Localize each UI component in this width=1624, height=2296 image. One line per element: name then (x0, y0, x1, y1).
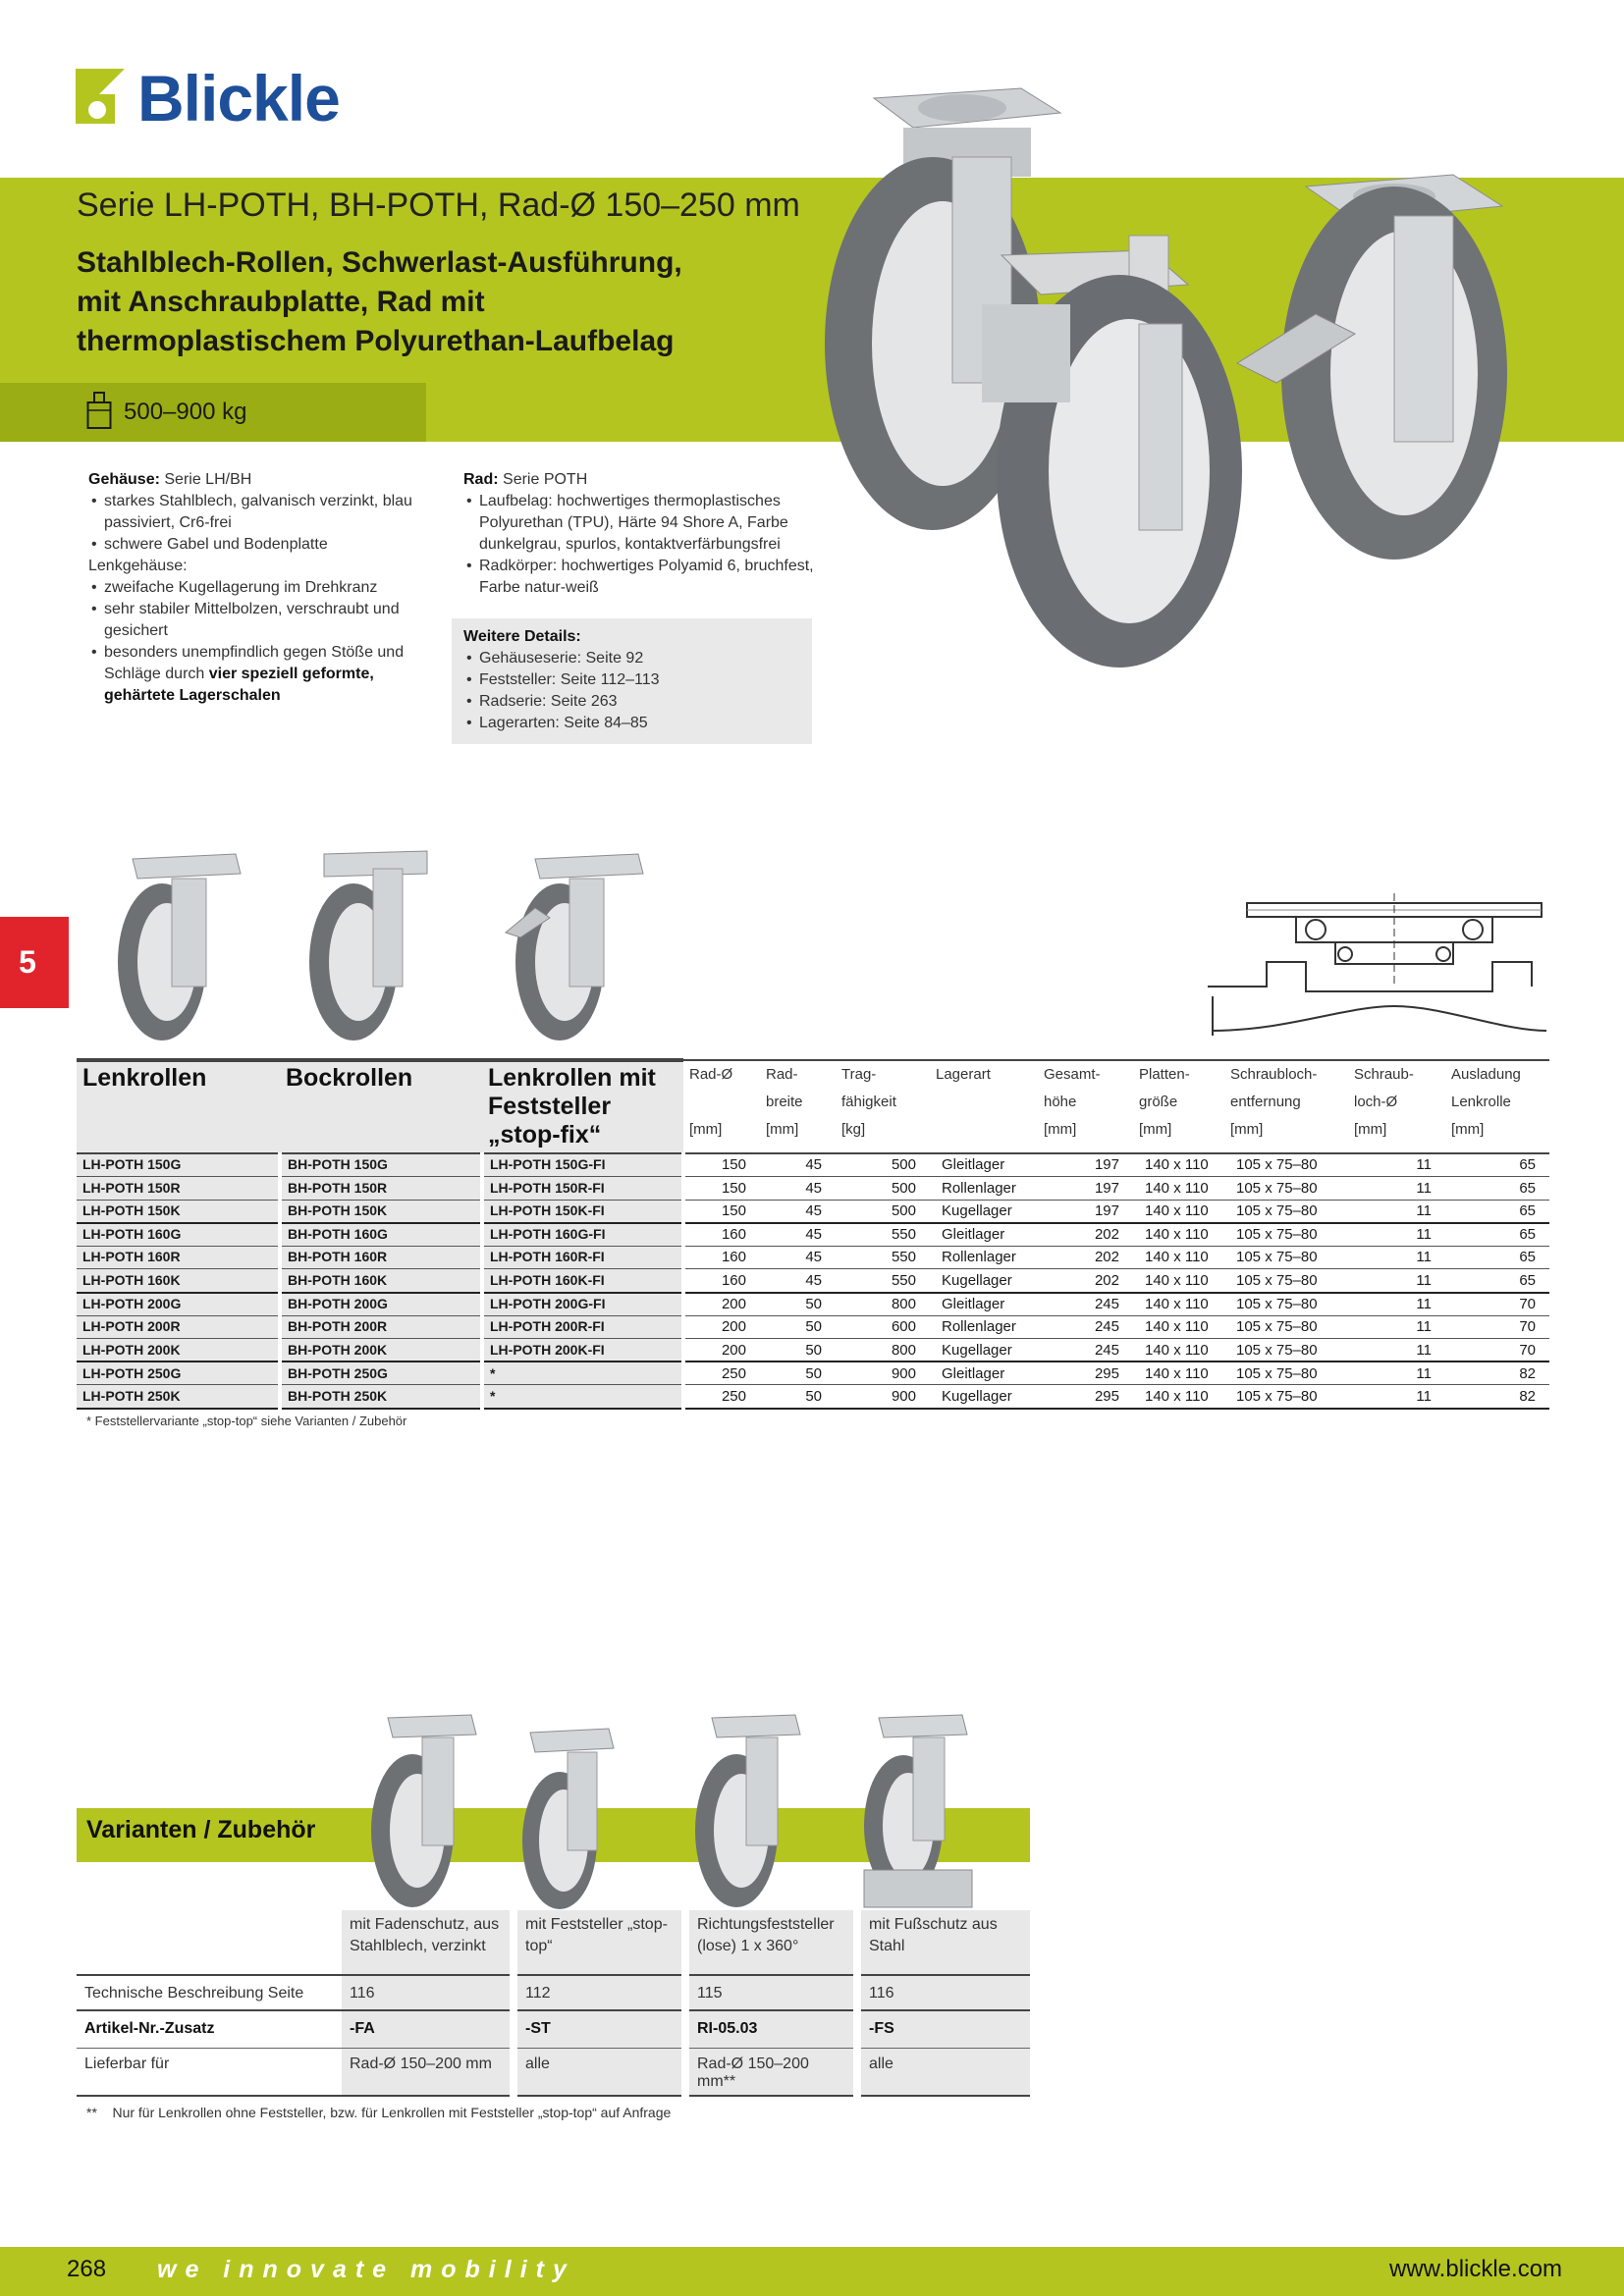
table-cell: 900 (836, 1385, 930, 1409)
table-row (77, 1200, 1549, 1223)
table-cell: 500 (836, 1177, 930, 1201)
table-cell: 11 (1348, 1177, 1445, 1201)
table-cell: 45 (760, 1269, 836, 1293)
table-cell: 50 (760, 1385, 836, 1409)
stop-top-caster-image (522, 1729, 614, 1909)
table-cell: 45 (760, 1153, 836, 1177)
table-cell: LH-POTH 150G-FI (482, 1153, 683, 1177)
table-row (77, 1315, 1549, 1339)
table-cell: LH-POTH 200R (77, 1315, 280, 1339)
table-cell: 197 (1038, 1177, 1133, 1201)
col-plate: Platten- größe [mm] (1133, 1060, 1224, 1153)
variants-row: Lieferbar für Rad-Ø 150–200 mm alle Rad-Ø 150–200 mm** alle (77, 2048, 1030, 2096)
variant-stop-top: mit Feststeller „stop-top“ (514, 1910, 685, 1975)
table-cell: LH-POTH 200G-FI (482, 1293, 683, 1316)
table-cell: BH-POTH 160R (280, 1246, 482, 1269)
bearing-cross-section-drawing (1208, 893, 1551, 1041)
product-table (77, 1058, 1549, 1410)
table-cell: 140 x 110 (1133, 1200, 1224, 1223)
website-link[interactable]: www.blickle.com (1389, 2256, 1563, 2282)
details-item: • Lagerarten: Seite 84–85 (463, 713, 800, 734)
caster-type-images (88, 839, 677, 1045)
table-cell: BH-POTH 160G (280, 1223, 482, 1247)
table-cell: LH-POTH 160G-FI (482, 1223, 683, 1247)
table-cell: Kugellager (930, 1339, 1038, 1362)
wheel-item: • Radkörper: hochwertiges Polyamid 6, bruchfest, Farbe natur-weiß (463, 556, 817, 599)
table-row (77, 1246, 1549, 1269)
blickle-logo-mark (76, 69, 125, 124)
col-swivel: Lenkrollen (77, 1060, 280, 1153)
table-cell: 140 x 110 (1133, 1362, 1224, 1385)
table-cell: LH-POTH 250K (77, 1385, 280, 1409)
table-cell: 65 (1445, 1177, 1549, 1201)
table-cell: BH-POTH 150G (280, 1153, 482, 1177)
table-cell: 800 (836, 1339, 930, 1362)
table-cell: 150 (683, 1177, 760, 1201)
table-footnote: * Feststellervariante „stop-top“ siehe Varianten / Zubehör (86, 1414, 407, 1428)
table-row (77, 1339, 1549, 1362)
table-cell: 140 x 110 (1133, 1385, 1224, 1409)
table-cell: 140 x 110 (1133, 1223, 1224, 1247)
table-cell: 50 (760, 1339, 836, 1362)
table-cell: 105 x 75–80 (1224, 1177, 1348, 1201)
fixed-caster-image (309, 851, 427, 1041)
table-cell: BH-POTH 250G (280, 1362, 482, 1385)
table-cell: LH-POTH 200K-FI (482, 1339, 683, 1362)
table-cell: 65 (1445, 1223, 1549, 1247)
directional-lock-caster-image (695, 1715, 800, 1907)
col-width: Rad- breite [mm] (760, 1060, 836, 1153)
table-cell: 295 (1038, 1362, 1133, 1385)
table-cell: Rollenlager (930, 1246, 1038, 1269)
table-cell: 202 (1038, 1246, 1133, 1269)
table-cell: 65 (1445, 1269, 1549, 1293)
table-cell: 70 (1445, 1315, 1549, 1339)
table-cell: 200 (683, 1339, 760, 1362)
table-cell: 11 (1348, 1153, 1445, 1177)
col-capacity: Trag- fähigkeit [kg] (836, 1060, 930, 1153)
table-cell: 295 (1038, 1385, 1133, 1409)
col-bolt: Schraub- loch-Ø [mm] (1348, 1060, 1445, 1153)
table-cell: Kugellager (930, 1385, 1038, 1409)
load-range: 500–900 kg (124, 399, 247, 425)
swivel-caster-image (118, 854, 241, 1041)
table-cell: 11 (1348, 1315, 1445, 1339)
table-cell: 140 x 110 (1133, 1177, 1224, 1201)
table-cell: 45 (760, 1177, 836, 1201)
table-body (77, 1153, 1549, 1409)
table-cell: 11 (1348, 1339, 1445, 1362)
slogan: we innovate mobility (157, 2256, 575, 2283)
table-cell: LH-POTH 160G (77, 1223, 280, 1247)
table-cell: 50 (760, 1362, 836, 1385)
table-cell: 160 (683, 1223, 760, 1247)
table-cell: 11 (1348, 1269, 1445, 1293)
table-cell: 82 (1445, 1385, 1549, 1409)
table-cell: 65 (1445, 1246, 1549, 1269)
table-cell: 65 (1445, 1200, 1549, 1223)
variant-thread-guard: mit Fadenschutz, aus Stahlblech, verzinkt (342, 1910, 514, 1975)
table-cell: 11 (1348, 1385, 1445, 1409)
table-cell: 245 (1038, 1339, 1133, 1362)
wheel-description: Rad: Serie POTH • Laufbelag: hochwertiges thermoplastisches Polyurethan (TPU), Härte 94 Shore A, Farbe dunkelgrau, spurlos, kontaktverfärbungsfrei • Radkörper: hochwertiges Polyamid 6, bruchfest, Farbe natur-weiß (463, 469, 817, 599)
table-row (77, 1269, 1549, 1293)
table-cell: LH-POTH 150G (77, 1153, 280, 1177)
caster-product-image (805, 59, 1532, 667)
table-cell: 250 (683, 1362, 760, 1385)
table-cell: 105 x 75–80 (1224, 1223, 1348, 1247)
table-cell: 70 (1445, 1293, 1549, 1316)
table-cell: Kugellager (930, 1269, 1038, 1293)
table-cell: 160 (683, 1269, 760, 1293)
table-cell: Gleitlager (930, 1153, 1038, 1177)
table-cell: * (482, 1385, 683, 1409)
housing-item: • starkes Stahlblech, galvanisch verzinkt, blau passiviert, Cr6-frei (88, 491, 412, 534)
table-header-row (77, 1060, 1549, 1153)
table-cell: 200 (683, 1293, 760, 1316)
details-item: • Feststeller: Seite 112–113 (463, 669, 800, 691)
foot-guard-caster-image (864, 1715, 972, 1907)
table-cell: 105 x 75–80 (1224, 1315, 1348, 1339)
housing-item: • schwere Gabel und Bodenplatte (88, 534, 412, 556)
table-cell: 105 x 75–80 (1224, 1153, 1348, 1177)
table-cell: LH-POTH 160K-FI (482, 1269, 683, 1293)
table-cell: LH-POTH 200R-FI (482, 1315, 683, 1339)
table-cell: Kugellager (930, 1200, 1038, 1223)
table-cell: 11 (1348, 1223, 1445, 1247)
table-cell: 11 (1348, 1200, 1445, 1223)
table-cell: 140 x 110 (1133, 1293, 1224, 1316)
page-number: 268 (67, 2256, 107, 2282)
variants-row: Technische Beschreibung Seite 116 112 115 116 (77, 1975, 1030, 2010)
table-cell: BH-POTH 250K (280, 1385, 482, 1409)
table-cell: 197 (1038, 1153, 1133, 1177)
table-cell: 50 (760, 1315, 836, 1339)
table-cell: 65 (1445, 1153, 1549, 1177)
table-cell: Gleitlager (930, 1223, 1038, 1247)
col-offset: Ausladung Lenkrolle [mm] (1445, 1060, 1549, 1153)
table-cell: 45 (760, 1246, 836, 1269)
table-row (77, 1153, 1549, 1177)
table-cell: 11 (1348, 1362, 1445, 1385)
variant-directional-lock: Richtungsfeststeller (lose) 1 x 360° (685, 1910, 857, 1975)
variant-foot-guard: mit Fußschutz aus Stahl (857, 1910, 1030, 1975)
weight-icon (86, 391, 112, 430)
table-cell: 140 x 110 (1133, 1246, 1224, 1269)
table-cell: LH-POTH 150R (77, 1177, 280, 1201)
table-cell: LH-POTH 150R-FI (482, 1177, 683, 1201)
table-cell: 140 x 110 (1133, 1269, 1224, 1293)
thread-guard-caster-image (371, 1715, 476, 1907)
swivel-item: • zweifache Kugellagerung im Drehkranz (88, 577, 412, 599)
table-cell: Rollenlager (930, 1315, 1038, 1339)
table-cell: 500 (836, 1200, 930, 1223)
table-cell: 70 (1445, 1339, 1549, 1362)
table-cell: 105 x 75–80 (1224, 1293, 1348, 1316)
table-cell: 160 (683, 1246, 760, 1269)
table-cell: 500 (836, 1153, 930, 1177)
further-details-box: Weitere Details: • Gehäuseserie: Seite 92 • Feststeller: Seite 112–113 • Radserie: Seite 263 • Lagerarten: Seite 84–85 (452, 618, 812, 744)
table-cell: 900 (836, 1362, 930, 1385)
variants-row: Artikel-Nr.-Zusatz -FA -ST RI-05.03 -FS (77, 2010, 1030, 2048)
table-cell: 45 (760, 1200, 836, 1223)
chapter-tab: 5 (0, 917, 69, 1008)
table-cell: 550 (836, 1223, 930, 1247)
table-cell: LH-POTH 150K-FI (482, 1200, 683, 1223)
col-brake: Lenkrollen mit Feststeller „stop-fix“ (482, 1060, 683, 1153)
swivel-item: • sehr stabiler Mittelbolzen, verschraubt und gesichert (88, 599, 412, 642)
table-cell: 800 (836, 1293, 930, 1316)
table-cell: 11 (1348, 1246, 1445, 1269)
table-cell: 200 (683, 1315, 760, 1339)
details-item: • Radserie: Seite 263 (463, 691, 800, 713)
wheel-item: • Laufbelag: hochwertiges thermoplastisches Polyurethan (TPU), Härte 94 Shore A, Farbe dunkelgrau, spurlos, kontaktverfärbungsfrei (463, 491, 817, 556)
table-row (77, 1223, 1549, 1247)
series-title: Serie LH-POTH, BH-POTH, Rad-Ø 150–250 mm (77, 187, 800, 224)
table-cell: 82 (1445, 1362, 1549, 1385)
brake-caster-image (506, 854, 643, 1041)
variants-table (77, 1910, 1030, 2097)
table-cell: 197 (1038, 1200, 1133, 1223)
table-cell: Gleitlager (930, 1362, 1038, 1385)
table-row (77, 1362, 1549, 1385)
variant-images (344, 1703, 1031, 1914)
table-cell: 45 (760, 1223, 836, 1247)
table-cell: 140 x 110 (1133, 1339, 1224, 1362)
table-cell: 105 x 75–80 (1224, 1339, 1348, 1362)
col-diameter: Rad-Ø [mm] (683, 1060, 760, 1153)
table-cell: 245 (1038, 1293, 1133, 1316)
table-cell: BH-POTH 200R (280, 1315, 482, 1339)
table-cell: LH-POTH 150K (77, 1200, 280, 1223)
table-cell: 600 (836, 1315, 930, 1339)
table-cell: BH-POTH 150R (280, 1177, 482, 1201)
variants-footnote: ** Nur für Lenkrollen ohne Feststeller, bzw. für Lenkrollen mit Feststeller „stop-top“ auf Anfrage (86, 2105, 672, 2120)
details-item: • Gehäuseserie: Seite 92 (463, 648, 800, 669)
col-bearing: Lagerart (930, 1060, 1038, 1153)
table-cell: 105 x 75–80 (1224, 1385, 1348, 1409)
table-cell: 11 (1348, 1293, 1445, 1316)
table-row (77, 1293, 1549, 1316)
table-row (77, 1177, 1549, 1201)
table-cell: LH-POTH 200G (77, 1293, 280, 1316)
table-cell: BH-POTH 200K (280, 1339, 482, 1362)
table-cell: LH-POTH 160R (77, 1246, 280, 1269)
table-cell: * (482, 1362, 683, 1385)
col-holes: Schraubloch- entfernung [mm] (1224, 1060, 1348, 1153)
table-cell: BH-POTH 150K (280, 1200, 482, 1223)
variants-title: Varianten / Zubehör (86, 1816, 316, 1843)
table-cell: 140 x 110 (1133, 1153, 1224, 1177)
blickle-logo-text: Blickle (137, 62, 340, 134)
housing-description: Gehäuse: Serie LH/BH • starkes Stahlblech, galvanisch verzinkt, blau passiviert, Cr6-frei • schwere Gabel und Bodenplatte Lenkgehäuse: • zweifache Kugellagerung im Drehkranz • sehr stabiler Mittelbolzen, verschraubt und gesichert • besonders unempfindlich gegen Stöße und Schläge durch vier speziell geformte, gehärtete Lagerschalen (88, 469, 412, 707)
table-cell: LH-POTH 160R-FI (482, 1246, 683, 1269)
table-cell: 105 x 75–80 (1224, 1200, 1348, 1223)
table-cell: 250 (683, 1385, 760, 1409)
table-cell: Gleitlager (930, 1293, 1038, 1316)
table-cell: Rollenlager (930, 1177, 1038, 1201)
table-cell: LH-POTH 200K (77, 1339, 280, 1362)
table-cell: LH-POTH 250G (77, 1362, 280, 1385)
table-cell: 550 (836, 1269, 930, 1293)
table-cell: 202 (1038, 1223, 1133, 1247)
table-row (77, 1385, 1549, 1409)
table-cell: 202 (1038, 1269, 1133, 1293)
table-cell: 50 (760, 1293, 836, 1316)
table-cell: 105 x 75–80 (1224, 1362, 1348, 1385)
col-fixed: Bockrollen (280, 1060, 482, 1153)
table-cell: BH-POTH 200G (280, 1293, 482, 1316)
table-cell: 550 (836, 1246, 930, 1269)
swivel-item: • besonders unempfindlich gegen Stöße und Schläge durch vier speziell geformte, gehärtete Lagerschalen (88, 642, 412, 707)
table-cell: LH-POTH 160K (77, 1269, 280, 1293)
variants-header-row (77, 1910, 1030, 1975)
table-cell: 245 (1038, 1315, 1133, 1339)
table-cell: 105 x 75–80 (1224, 1269, 1348, 1293)
table-cell: 150 (683, 1200, 760, 1223)
table-cell: 140 x 110 (1133, 1315, 1224, 1339)
col-height: Gesamt- höhe [mm] (1038, 1060, 1133, 1153)
table-cell: 150 (683, 1153, 760, 1177)
table-cell: BH-POTH 160K (280, 1269, 482, 1293)
table-cell: 105 x 75–80 (1224, 1246, 1348, 1269)
product-subtitle: Stahlblech-Rollen, Schwerlast-Ausführung, mit Anschraubplatte, Rad mit thermoplastischem Polyurethan-Laufbelag (77, 246, 682, 357)
